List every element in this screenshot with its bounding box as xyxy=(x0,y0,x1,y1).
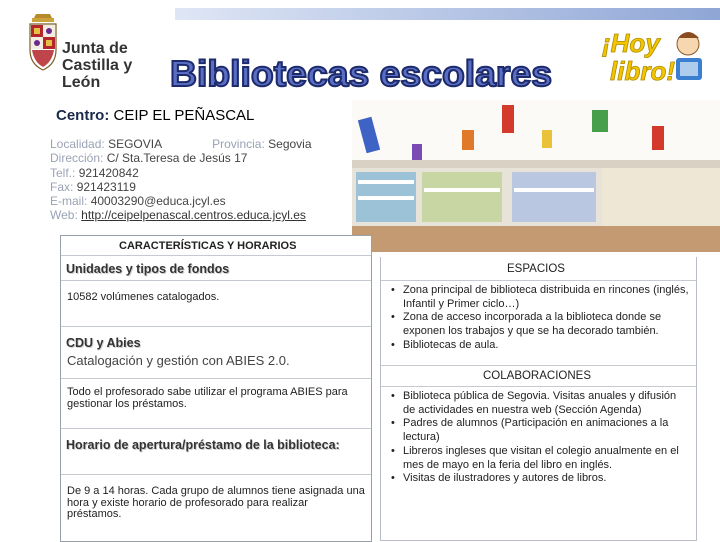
caracteristicas-title: CARACTERÍSTICAS Y HORARIOS xyxy=(119,240,297,252)
divider xyxy=(61,428,371,429)
provincia-label: Provincia: xyxy=(212,137,265,151)
top-decor-bar xyxy=(175,8,720,20)
banner-title xyxy=(168,52,558,94)
coat-of-arms-icon xyxy=(26,12,60,74)
email-label: E-mail: xyxy=(50,194,88,209)
divider xyxy=(61,474,371,475)
caracteristicas-box xyxy=(60,235,372,542)
fax-label: Fax: xyxy=(50,179,74,194)
centro-heading xyxy=(56,107,254,124)
web-label: Web: xyxy=(50,208,78,223)
unidades-title: Unidades y tipos de fondos xyxy=(66,262,230,276)
horario-title: Horario de apertura/préstamo de la biblioteca: xyxy=(66,438,340,452)
centro-label: Centro: xyxy=(56,107,110,124)
colaboraciones-title: COLABORACIONES xyxy=(483,370,591,382)
list-item: • Biblioteca pública de Segovia. Visitas anuales y difusión de actividades en nuestra web (Sección Agenda) xyxy=(389,390,689,417)
telf-row xyxy=(50,166,312,180)
localidad-label: Localidad: xyxy=(50,137,105,151)
divider xyxy=(61,378,371,379)
library-photo-illustration xyxy=(352,100,720,252)
list-item: • Zona principal de biblioteca distribuida en rincones (inglés, Infantil y Primer ciclo…) xyxy=(389,284,689,311)
fax-row xyxy=(50,180,312,194)
web-link[interactable]: http://ceipelpenascal.centros.educa.jcyl.es xyxy=(81,208,306,223)
email-row xyxy=(50,194,312,208)
divider xyxy=(381,280,696,281)
direccion-row xyxy=(50,151,312,165)
divider xyxy=(61,326,371,327)
right-column xyxy=(380,257,697,541)
logo-line2: Castilla y León xyxy=(62,57,133,91)
telf-value: 921420842 xyxy=(78,165,139,180)
banner-title-text: Bibliotecas escolares xyxy=(170,53,552,94)
hoy-libro-graphic xyxy=(600,24,710,92)
telf-label: Telf.: xyxy=(50,165,76,180)
contact-info xyxy=(50,137,312,223)
list-item: • Visitas de ilustradores y autores de libros. xyxy=(389,472,689,486)
list-item: • Bibliotecas de aula. xyxy=(389,339,689,353)
divider xyxy=(61,255,371,256)
espacios-list xyxy=(389,284,689,353)
email-value: 40003290@educa.jcyl.es xyxy=(90,194,226,209)
cdu-text: Catalogación y gestión con ABIES 2.0. xyxy=(67,353,290,368)
horario-text: De 9 a 14 horas. Cada grupo de alumnos tiene asignada una hora y existe horario de profesorado para realizar préstamos. xyxy=(67,485,365,520)
localidad-value: SEGOVIA xyxy=(108,137,162,151)
junta-logo xyxy=(26,10,136,91)
volumenes-text: 10582 volúmenes catalogados. xyxy=(67,291,220,303)
localidad-row xyxy=(50,137,312,151)
divider xyxy=(381,365,696,366)
centro-name: CEIP EL PEÑASCAL xyxy=(113,107,255,124)
logo-line1: Junta de xyxy=(62,40,128,57)
hoy-line1: ¡Hoy xyxy=(602,28,660,58)
direccion-label: Dirección: xyxy=(50,151,104,166)
hoy-line2: libro! xyxy=(610,56,675,86)
colaboraciones-list xyxy=(389,390,689,486)
profesorado-text: Todo el profesorado sabe utilizar el programa ABIES para gestionar los préstamos. xyxy=(67,386,348,410)
library-photo xyxy=(352,100,720,252)
divider xyxy=(381,386,696,387)
hoy-libro-logo xyxy=(600,24,710,92)
list-item: • Padres de alumnos (Participación en animaciones a la lectura) xyxy=(389,417,689,444)
web-row xyxy=(50,208,312,222)
fax-value: 921423119 xyxy=(76,179,136,194)
espacios-title: ESPACIOS xyxy=(507,263,565,275)
direccion-value: C/ Sta.Teresa de Jesús 17 xyxy=(106,151,248,166)
list-item: • Libreros ingleses que visitan el colegio anualmente en el mes de mayo en la feria del libro en inglés. xyxy=(389,445,689,472)
divider xyxy=(61,280,371,281)
cdu-title: CDU y Abies xyxy=(66,336,141,350)
provincia-value: Segovia xyxy=(268,137,312,151)
list-item: • Zona de acceso incorporada a la biblioteca donde se exponen los trabajos y que se ha decorado también. xyxy=(389,311,689,338)
